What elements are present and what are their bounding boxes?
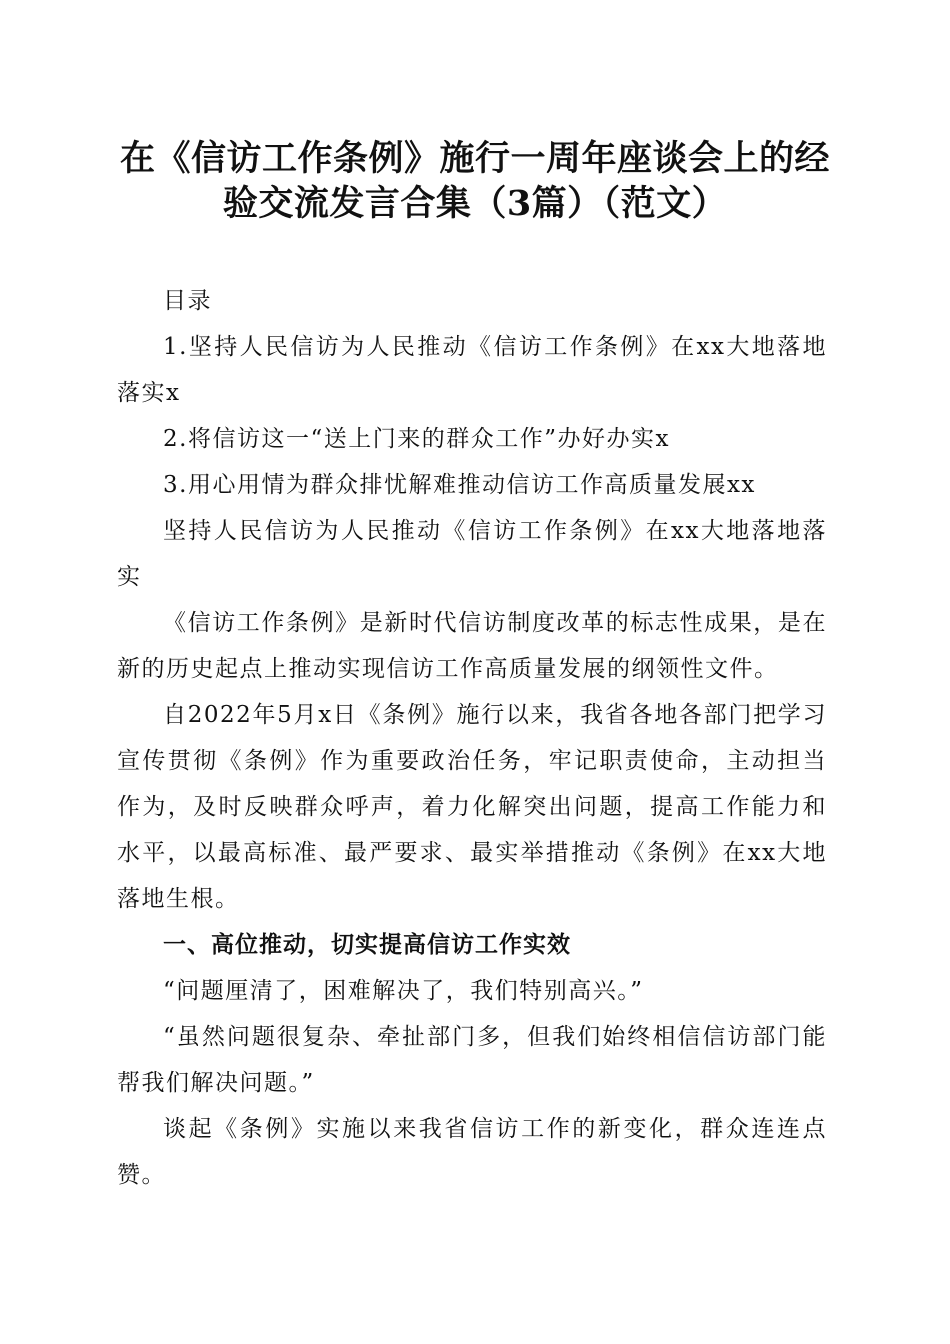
document-body [117, 278, 827, 1198]
section-title: 坚持人民信访为人民推动《信访工作条例》在xx大地落地落实 [117, 518, 827, 590]
subheading-1: 一、高位推动，切实提高信访工作实效 [163, 932, 571, 958]
quote-1: “问题厘清了，困难解决了，我们特别高兴。” [163, 978, 644, 1004]
toc-label: 目录 [163, 288, 212, 314]
paragraph-1: 《信访工作条例》是新时代信访制度改革的标志性成果，是在新的历史起点上推动实现信访工作高质量发展的纲领性文件。 [117, 610, 827, 682]
toc-item-2: 2.将信访这一“送上门来的群众工作”办好办实x [163, 426, 670, 452]
quote-2: “虽然问题很复杂、牵扯部门多，但我们始终相信信访部门能帮我们解决问题。” [117, 1024, 827, 1096]
title-line-2: 验交流发言合集（3篇）（范文） [222, 183, 728, 224]
title-line-1: 在《信访工作条例》施行一周年座谈会上的经 [119, 138, 830, 179]
closing-paragraph: 谈起《条例》实施以来我省信访工作的新变化，群众连连点赞。 [117, 1116, 827, 1188]
toc-item-1: 1.坚持人民信访为人民推动《信访工作条例》在xx大地落地落实x [117, 334, 827, 406]
document-title [100, 136, 850, 226]
toc-item-3: 3.用心用情为群众排忧解难推动信访工作高质量发展xx [163, 472, 756, 498]
paragraph-2: 自2022年5月x日《条例》施行以来，我省各地各部门把学习宣传贯彻《条例》作为重要政治任务，牢记职责使命，主动担当作为，及时反映群众呼声，着力化解突出问题，提高工作能力和水平，以最高标准、最严要求、最实举措推动《条例》在xx大地落地生根。 [117, 702, 827, 912]
